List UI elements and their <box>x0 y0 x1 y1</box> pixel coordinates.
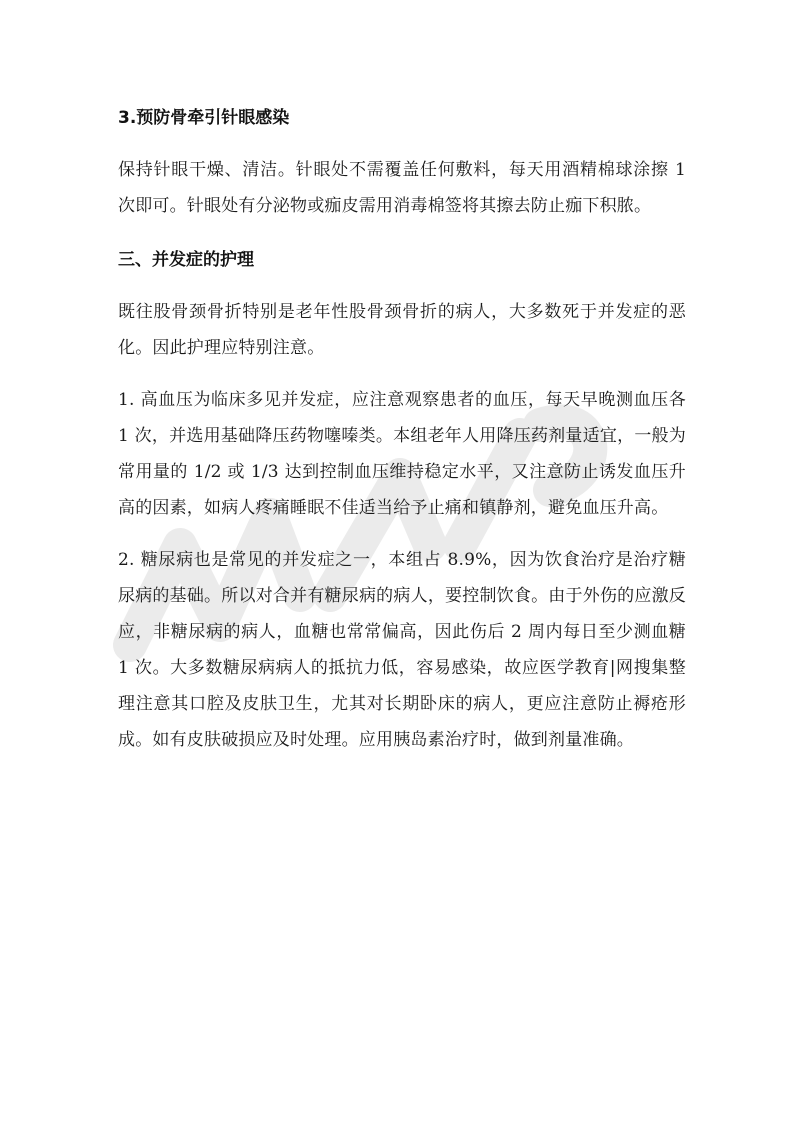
document-page <box>118 100 686 758</box>
section-heading-prevent-infection: 3.预防骨牵引针眼感染 <box>118 108 290 128</box>
paragraph-complications-intro: 既往股骨颈骨折特别是老年性股骨颈骨折的病人，大多数死于并发症的恶化。因此护理应特别注意。 <box>118 302 686 358</box>
paragraph-diabetes: 2. 糖尿病也是常见的并发症之一，本组占 8.9%，因为饮食治疗是治疗糖尿病的基础。所以对合并有糖尿病的病人，要控制饮食。由于外伤的应激反应，非糖尿病的病人，血糖也常常偏高，因此伤后 2 周内每日至少测血糖 1 次。大多数糖尿病病人的抵抗力低，容易感染，故应医学教育|网搜集整理注意其口腔及皮肤卫生，尤其对长期卧床的病人，更应注意防止褥疮形成。如有皮肤破损应及时处理。应用胰岛素治疗时，做到剂量准确。 <box>118 550 686 750</box>
paragraph-hypertension: 1. 高血压为临床多见并发症，应注意观察患者的血压，每天早晚测血压各 1 次，并选用基础降压药物噻嗪类。本组老年人用降压药剂量适宜，一般为常用量的 1/2 或 1/3 达到控制血压维持稳定水平，又注意防止诱发血压升高的因素，如病人疼痛睡眠不佳适当给予止痛和镇静剂，避免血压升高。 <box>118 390 686 518</box>
section-heading-complications: 三、并发症的护理 <box>118 250 254 270</box>
paragraph-pin-care: 保持针眼干燥、清洁。针眼处不需覆盖任何敷料，每天用酒精棉球涂擦 1 次即可。针眼处有分泌物或痂皮需用消毒棉签将其擦去防止痂下积脓。 <box>118 160 686 216</box>
